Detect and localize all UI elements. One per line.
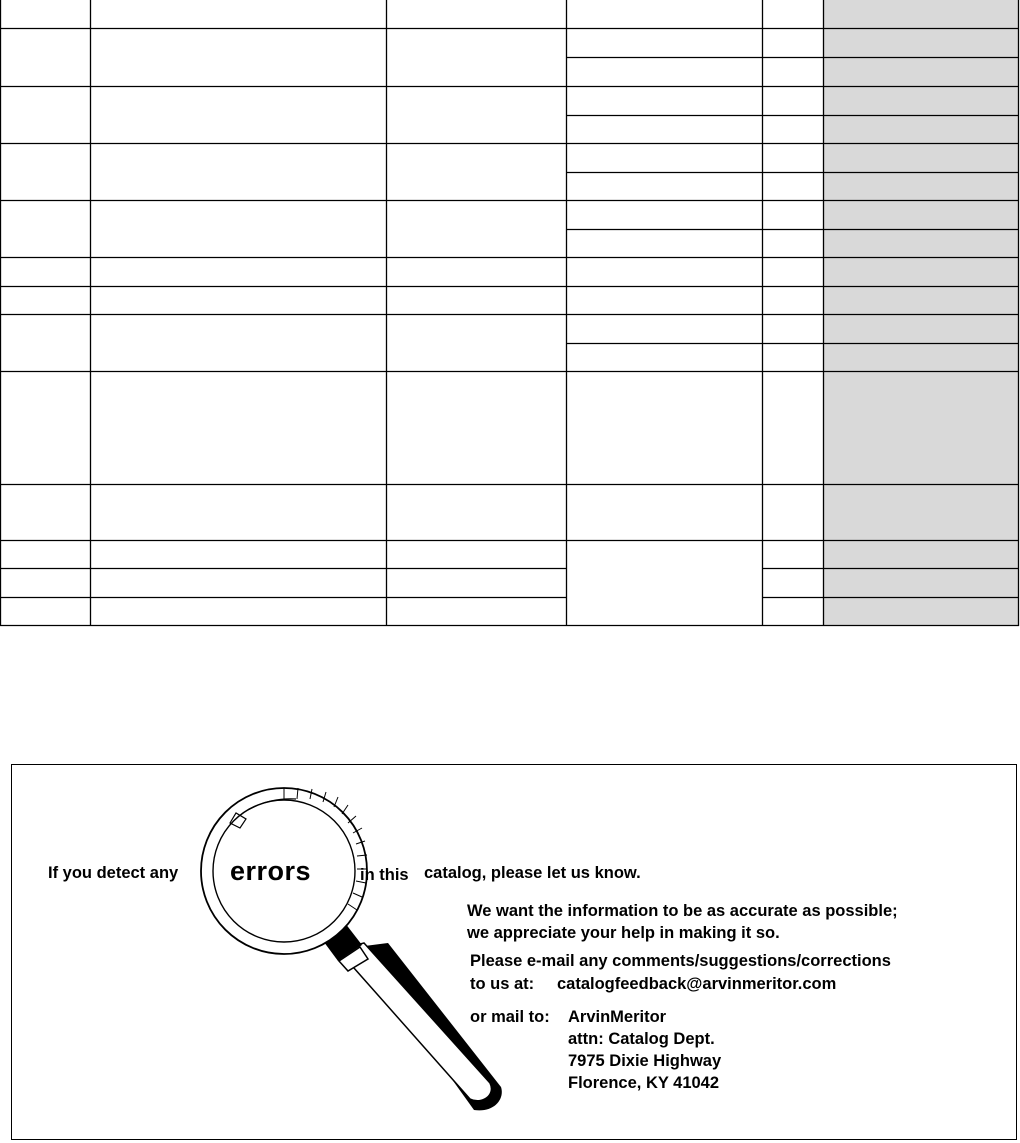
- notice-line3: we appreciate your help in making it so.: [467, 924, 780, 942]
- notice-line4: Please e-mail any comments/suggestions/corrections: [470, 952, 891, 970]
- mail-label: or mail to:: [470, 1008, 550, 1026]
- notice-line1-after: in this: [360, 866, 409, 884]
- feedback-panel: [11, 764, 1017, 1140]
- address-line-1: ArvinMeritor: [568, 1008, 667, 1026]
- address-line-2: attn: Catalog Dept.: [568, 1030, 715, 1048]
- address-line-3: 7975 Dixie Highway: [568, 1052, 722, 1070]
- notice-line1-before: If you detect any: [48, 864, 179, 882]
- errors-keyword: errors: [230, 856, 312, 886]
- notice-line1-tail: catalog, please let us know.: [424, 864, 641, 882]
- feedback-email-link[interactable]: catalogfeedback@arvinmeritor.com: [557, 975, 837, 993]
- shaded-column: [823, 0, 1018, 626]
- notice-line2: We want the information to be as accurate as possible;: [467, 902, 898, 920]
- address-line-4: Florence, KY 41042: [568, 1074, 720, 1092]
- email-label: to us at:: [470, 975, 535, 993]
